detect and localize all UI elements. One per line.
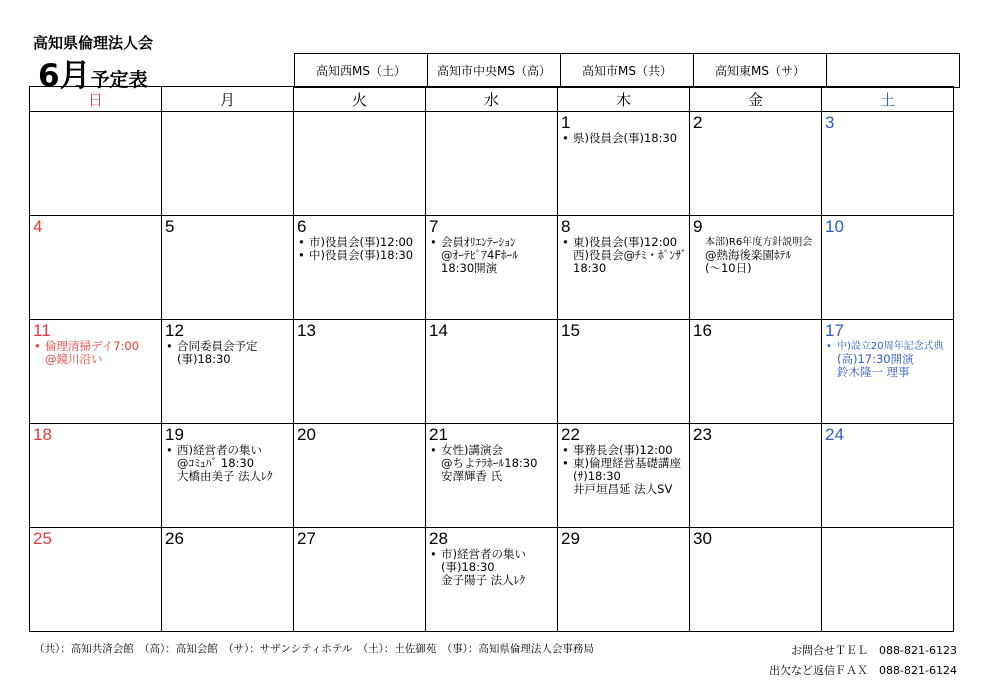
day-cell	[30, 424, 162, 528]
day-cell	[822, 424, 954, 528]
event-line: @ちよﾃﾗﾎｰﾙ18:30	[441, 456, 538, 470]
weekday-friday: 金	[690, 87, 822, 112]
event-line: • 倫理清掃デイ7:00	[33, 340, 159, 353]
contact-info	[769, 641, 957, 681]
day-number: 6	[297, 217, 307, 236]
day-number: 28	[429, 529, 448, 548]
day-number	[162, 112, 293, 114]
event-line: 18:30	[573, 261, 607, 275]
day-cell	[690, 424, 822, 528]
day-cell	[558, 424, 690, 528]
calendar-table	[29, 86, 954, 632]
event-line: • 市)役員会(事)12:00	[297, 236, 423, 249]
ms-header-row	[294, 53, 960, 88]
weekday-header-row	[30, 87, 954, 112]
day-number: 25	[33, 529, 52, 548]
day-number: 27	[297, 529, 316, 548]
event-line: • 西)経営者の集い	[165, 444, 291, 457]
day-number: 24	[825, 425, 844, 444]
event-line: (～10日)	[705, 261, 752, 275]
day-number	[426, 112, 557, 114]
day-number: 15	[561, 321, 580, 340]
day-number: 30	[693, 529, 712, 548]
weekday-tuesday: 火	[294, 87, 426, 112]
week-row	[30, 424, 954, 528]
event-line: 18:30開演	[441, 261, 498, 275]
day-number: 5	[165, 217, 175, 236]
day-number: 20	[297, 425, 316, 444]
day-number: 4	[33, 217, 43, 236]
day-number: 3	[825, 113, 835, 132]
week-row	[30, 528, 954, 632]
event-line: • 東)役員会(事)12:00	[561, 236, 687, 249]
day-number: 11	[33, 321, 51, 340]
day-number: 18	[33, 425, 52, 444]
event-line: • 事務長会(事)12:00	[561, 444, 687, 457]
organization-name: 高知県倫理法人会	[33, 34, 154, 52]
day-number: 2	[693, 113, 703, 132]
event-line: 本部)R6年度方針説明会	[705, 237, 813, 248]
ms-header-cell: 高知西MS（土）	[295, 54, 428, 87]
day-cell	[426, 112, 558, 216]
day-cell	[294, 112, 426, 216]
month-number: 6月	[38, 58, 91, 94]
day-number: 7	[429, 217, 439, 236]
day-number: 29	[561, 529, 580, 548]
day-cell	[690, 320, 822, 424]
event-list	[294, 235, 425, 262]
day-cell	[30, 112, 162, 216]
event-line: • 市)経営者の集い	[429, 548, 555, 561]
day-number: 17	[825, 321, 844, 340]
contact-fax: 出欠など返信ＦＡＸ 088-821-6124	[769, 664, 957, 677]
event-line: • 中)役員会(事)18:30	[297, 249, 423, 262]
day-number: 10	[825, 217, 844, 236]
day-cell	[822, 320, 954, 424]
day-number: 9	[693, 217, 703, 236]
ms-header-cell: 高知市MS（共）	[561, 54, 694, 87]
venue-legend: （共）：高知共済会館 （高）：高知会館 （サ）：サザンシティホテル （土）：土佐御苑 （事）：高知県倫理法人会事務局	[34, 643, 594, 655]
day-cell	[822, 112, 954, 216]
weekday-thursday: 木	[558, 87, 690, 112]
day-cell	[558, 528, 690, 632]
day-cell	[558, 320, 690, 424]
event-list	[30, 339, 161, 366]
day-cell	[822, 216, 954, 320]
day-cell	[426, 216, 558, 320]
event-line: • 県)役員会(事)18:30	[561, 132, 687, 145]
day-cell	[162, 424, 294, 528]
event-line: 井戸垣昌延 法人SV	[573, 482, 673, 496]
ms-header-cell	[827, 54, 960, 87]
event-list	[822, 339, 953, 379]
event-list	[558, 235, 689, 275]
day-cell	[294, 216, 426, 320]
day-cell	[30, 528, 162, 632]
day-cell	[30, 320, 162, 424]
day-cell	[162, 320, 294, 424]
day-number	[294, 112, 425, 114]
event-list	[162, 339, 293, 366]
event-line: (高)17:30開演	[837, 352, 914, 366]
event-line: • 女性)講演会	[429, 444, 555, 457]
event-list	[558, 131, 689, 145]
event-line: • 東)倫理経営基礎講座	[561, 457, 687, 470]
event-list	[690, 235, 821, 275]
day-cell	[426, 320, 558, 424]
day-number: 16	[693, 321, 712, 340]
event-line: 西)役員会@ﾁﾐ・ﾎﾟﾝｻﾞ	[573, 248, 687, 262]
event-line: @熱海後楽園ﾎﾃﾙ	[705, 248, 792, 262]
day-number: 12	[165, 321, 184, 340]
day-cell	[558, 216, 690, 320]
day-number: 23	[693, 425, 712, 444]
day-number: 1	[561, 113, 571, 132]
event-line: 金子陽子 法人ﾚｸ	[441, 573, 526, 587]
weekday-monday: 月	[162, 87, 294, 112]
event-line: @ｵｰﾃﾋﾟｱ4Fﾎｰﾙ	[441, 248, 519, 262]
week-row	[30, 112, 954, 216]
event-line: 安澤輝香 氏	[441, 469, 503, 483]
day-cell	[426, 528, 558, 632]
event-list	[162, 443, 293, 483]
day-cell	[294, 424, 426, 528]
day-number: 8	[561, 217, 571, 236]
weekday-saturday: 土	[822, 87, 954, 112]
week-row	[30, 216, 954, 320]
day-cell	[690, 216, 822, 320]
day-cell	[162, 528, 294, 632]
event-line: (ｻ)18:30	[573, 469, 621, 483]
event-list	[426, 547, 557, 587]
ms-header-cell: 高知市中央MS（高）	[428, 54, 561, 87]
day-number: 22	[561, 425, 580, 444]
day-cell	[294, 528, 426, 632]
weekday-wednesday: 水	[426, 87, 558, 112]
contact-tel: お問合せＴＥＬ 088-821-6123	[791, 644, 957, 657]
event-line: 鈴木隆一 理事	[837, 365, 910, 379]
event-line: 大橋由美子 法人ﾚｸ	[177, 469, 273, 483]
event-line: (事)18:30	[441, 560, 495, 574]
day-number: 13	[297, 321, 316, 340]
ms-header-cell: 高知東MS（サ）	[694, 54, 827, 87]
event-line: @鏡川沿い	[45, 352, 103, 366]
event-line: @ｺﾐｭﾊﾞ 18:30	[177, 456, 255, 470]
day-cell	[30, 216, 162, 320]
day-number: 21	[429, 425, 448, 444]
event-list	[426, 443, 557, 483]
day-number	[30, 112, 161, 114]
event-line: • 中)設立20周年記念式典	[825, 340, 951, 353]
month-suffix: 予定表	[90, 69, 148, 91]
day-number: 19	[165, 425, 184, 444]
day-cell	[690, 528, 822, 632]
event-line: (事)18:30	[177, 352, 231, 366]
day-cell	[426, 424, 558, 528]
day-number: 14	[429, 321, 448, 340]
day-cell	[690, 112, 822, 216]
week-row	[30, 320, 954, 424]
day-cell	[162, 112, 294, 216]
weekday-sunday: 日	[30, 87, 162, 112]
day-cell	[558, 112, 690, 216]
event-line: • 合同委員会予定	[165, 340, 291, 353]
day-number: 26	[165, 529, 184, 548]
event-list	[426, 235, 557, 275]
day-cell	[822, 528, 954, 632]
day-number	[822, 528, 953, 530]
event-list	[558, 443, 689, 496]
day-cell	[294, 320, 426, 424]
event-line: • 会員ｵﾘｴﾝﾃｰｼｮﾝ	[429, 236, 555, 249]
day-cell	[162, 216, 294, 320]
